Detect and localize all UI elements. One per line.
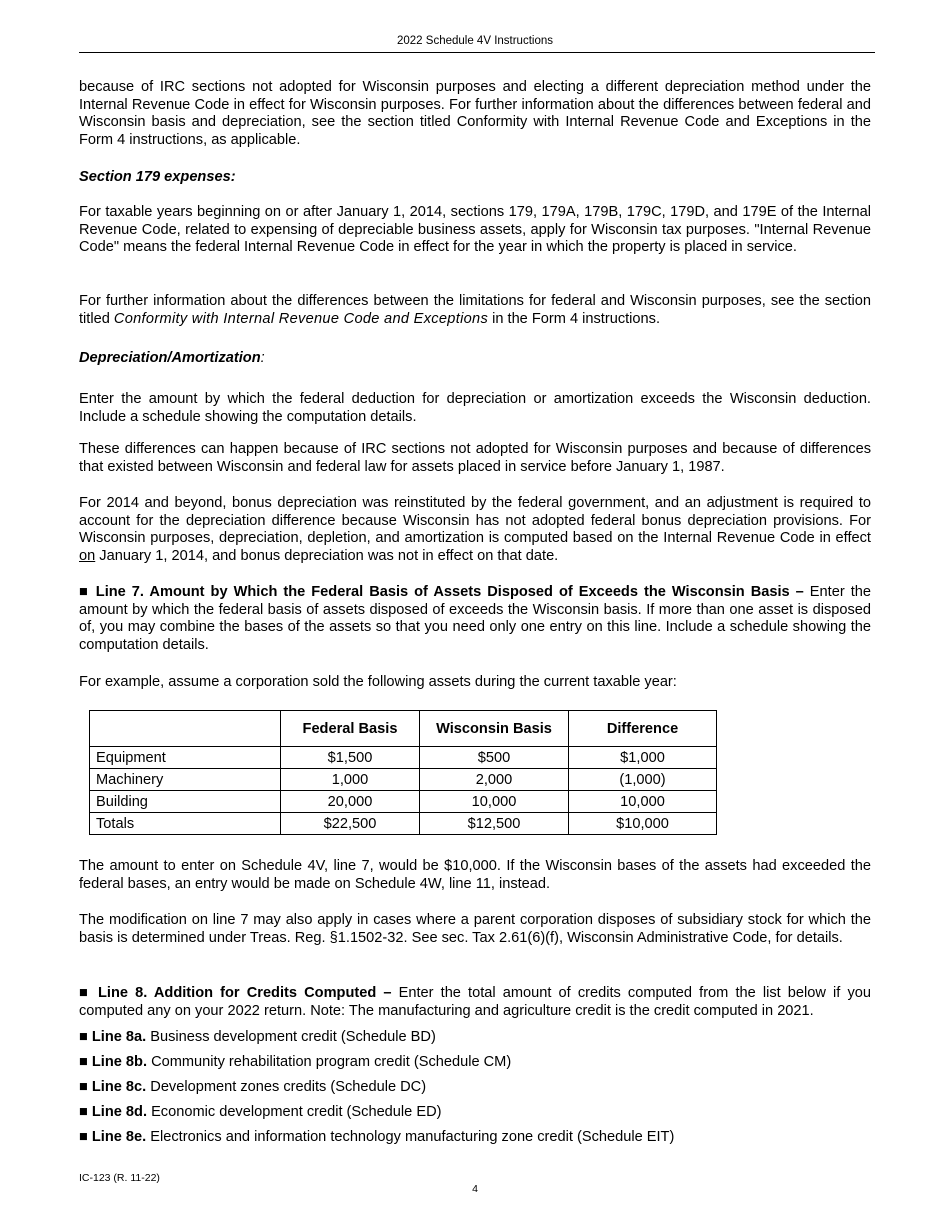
cell: $500: [420, 747, 569, 769]
line-8e: [79, 1129, 871, 1147]
line-8a: [79, 1029, 871, 1047]
line-7-instructions: [79, 584, 871, 654]
underlined-text: on: [79, 547, 96, 564]
text: For 2014 and beyond, bonus depreciation was reinstituted by the federal government, and an adjustment is required to account for the depreciation difference because Wisconsin has not adopted federal bonus depreciation provisions. For Wisconsin purposes, depreciation, depletion, and amortization is computed based on the Internal Revenue Code in effect: [79, 495, 871, 547]
cell: Building: [90, 791, 281, 813]
header-cell: [90, 711, 281, 747]
line-8-title: ■ Line 8. Addition for Credits Computed –: [79, 985, 392, 1001]
paragraph-depreciation: Enter the amount by which the federal deduction for depreciation or amortization exceeds the Wisconsin deduction. Include a schedule showing the computation details.: [79, 391, 871, 425]
line-8-instructions: [79, 985, 871, 1020]
table-header-row: [90, 711, 717, 747]
line-8-text: Enter the total amount of credits computed from the list below if you computed any on your 2022 return. Note: The manufacturing and agriculture credit is the credit computed in 2021.: [79, 985, 871, 1019]
text: in the Form 4 instructions.: [488, 310, 660, 327]
paragraph-amount-to-enter: The amount to enter on Schedule 4V, line 7, would be $10,000. If the Wisconsin bases of the assets had exceeded the federal bases, an entry would be made on Schedule 4W, line 11, instead.: [79, 858, 871, 892]
paragraph-basis: because of IRC sections not adopted for Wisconsin purposes and electing a different depreciation method under the Internal Revenue Code in effect for Wisconsin purposes. For further information about the differences between federal and Wisconsin basis and depreciation, see the section titled Conformity with Internal Revenue Code and Exceptions in the Form 4 instructions, as applicable.: [79, 79, 871, 148]
paragraph-limitations: [79, 293, 871, 328]
line-label: ■ Line 8e.: [79, 1129, 147, 1145]
assets-table: [89, 710, 717, 835]
line-label: ■ Line 8b.: [79, 1054, 148, 1070]
header-rule: [79, 52, 875, 53]
line-7-text: Enter the amount by which the federal basis of assets disposed of exceeds the Wisconsin basis. If more than one asset is disposed of, you may combine the bases of the assets so that you need only one entry on this line. Include a schedule showing the computation details.: [79, 584, 871, 653]
header-cell: Difference: [569, 711, 717, 747]
cell: 10,000: [420, 791, 569, 813]
line-8d: [79, 1104, 871, 1122]
text: January 1, 2014, and bonus depreciation was not in effect on that date.: [95, 547, 559, 564]
cell: 10,000: [569, 791, 717, 813]
table-row-totals: [90, 813, 717, 835]
heading-section-179: Section 179 expenses:: [79, 169, 236, 185]
table-row: [90, 769, 717, 791]
text: For further information about the differences between the limitations for federal and Wisconsin purposes, see the section titled: [79, 293, 871, 327]
paragraph-subsidiary-stock: The modification on line 7 may also apply in cases where a parent corporation disposes of subsidiary stock for which the basis is determined under Treas. Reg. §1.1502-32. See sec. Tax 2.61(6)(f), Wisconsin Administrative Code, for details.: [79, 912, 871, 946]
line-text: Economic development credit (Schedule ED): [147, 1104, 442, 1120]
line-8b: [79, 1054, 871, 1072]
line-label: ■ Line 8d.: [79, 1104, 148, 1120]
reference-title: Conformity with Internal Revenue Code and Exceptions: [113, 310, 489, 327]
paragraph-bonus-depreciation: [79, 495, 871, 565]
running-header: 2022 Schedule 4V Instructions: [397, 35, 553, 47]
cell: $22,500: [281, 813, 420, 835]
paragraph-section-179: For taxable years beginning on or after January 1, 2014, sections 179, 179A, 179B, 179C, 179D, and 179E of the Internal Revenue Code, related to expensing of depreciable business assets, apply for Wisconsin tax purposes. "Internal Revenue Code" means the federal Internal Revenue Code in effect for the year in which the property is placed in service.: [79, 204, 871, 256]
line-label: ■ Line 8a.: [79, 1029, 147, 1045]
cell: Equipment: [90, 747, 281, 769]
cell: (1,000): [569, 769, 717, 791]
table-row: [90, 747, 717, 769]
page-number: 4: [472, 1183, 478, 1195]
line-text: Development zones credits (Schedule DC): [146, 1079, 427, 1095]
line-text: Electronics and information technology manufacturing zone credit (Schedule EIT): [146, 1129, 675, 1145]
header-cell: Federal Basis: [281, 711, 420, 747]
table-row: [90, 791, 717, 813]
cell: 1,000: [281, 769, 420, 791]
cell: $12,500: [420, 813, 569, 835]
line-8c: [79, 1079, 871, 1097]
cell: 20,000: [281, 791, 420, 813]
cell: $1,000: [569, 747, 717, 769]
cell: $10,000: [569, 813, 717, 835]
heading-text: Depreciation/Amortization: [79, 350, 261, 366]
line-7-title: ■ Line 7. Amount by Which the Federal Basis of Assets Disposed of Exceeds the Wisconsin Basis –: [79, 584, 804, 600]
cell: 2,000: [420, 769, 569, 791]
cell: Totals: [90, 813, 281, 835]
line-text: Business development credit (Schedule BD): [146, 1029, 436, 1045]
line-label: ■ Line 8c.: [79, 1079, 147, 1095]
form-number: IC-123 (R. 11-22): [79, 1172, 160, 1184]
cell: $1,500: [281, 747, 420, 769]
line-text: Community rehabilitation program credit (Schedule CM): [147, 1054, 512, 1070]
heading-depreciation: [79, 350, 871, 368]
header-cell: Wisconsin Basis: [420, 711, 569, 747]
paragraph-differences: These differences can happen because of IRC sections not adopted for Wisconsin purposes and because of differences that existed between Wisconsin and federal law for assets placed in service before January 1, 1987.: [79, 441, 871, 475]
heading-colon: :: [260, 350, 265, 366]
cell: Machinery: [90, 769, 281, 791]
paragraph-example: For example, assume a corporation sold the following assets during the current taxable year:: [79, 674, 677, 690]
